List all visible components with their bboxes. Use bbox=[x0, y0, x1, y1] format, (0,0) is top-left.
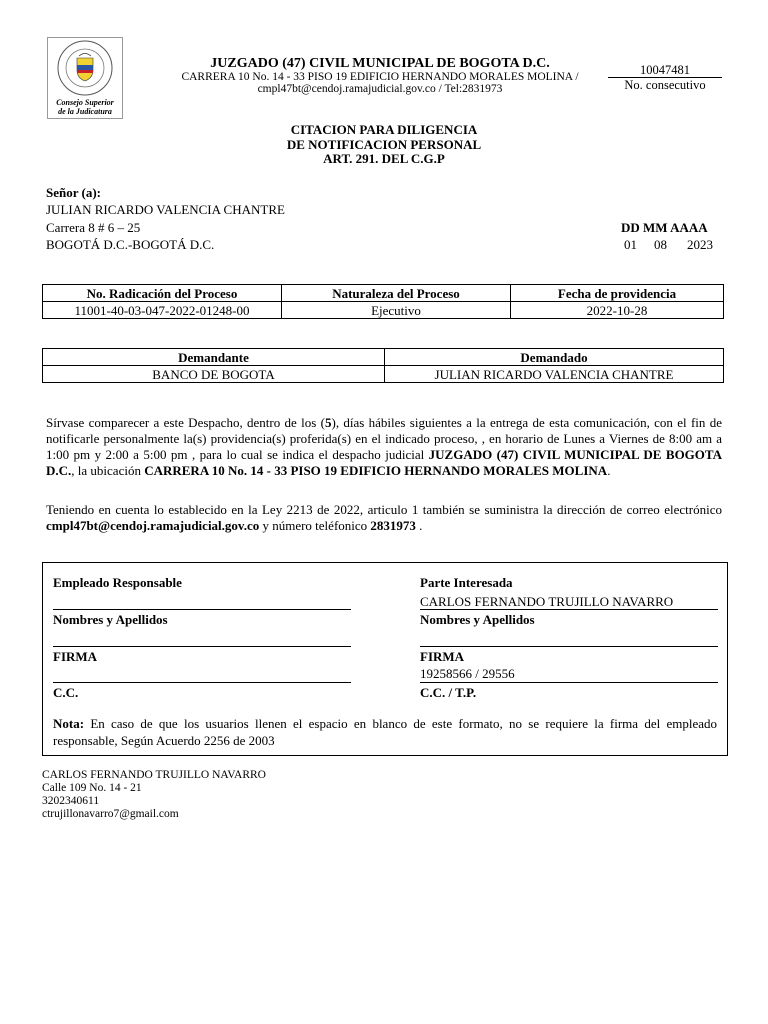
table-header-row bbox=[43, 349, 724, 366]
logo-caption: Consejo Superior de la Judicatura bbox=[56, 98, 114, 116]
table-cell: Ejecutivo bbox=[282, 302, 511, 319]
recipient-name: JULIAN RICARDO VALENCIA CHANTRE bbox=[46, 202, 285, 217]
note: Nota: En caso de que los usuarios llenen el espacio en blanco de este formato, no se requiere la firma del empleado responsable, Según Acuerdo 2256 de 2003 bbox=[53, 716, 717, 748]
footer-email: ctrujillonavarro7@gmail.com bbox=[42, 808, 179, 820]
party-name-value: CARLOS FERNANDO TRUJILLO NAVARRO bbox=[420, 594, 674, 609]
doc-title-line2: DE NOTIFICACION PERSONAL bbox=[286, 137, 482, 152]
signature-line bbox=[53, 646, 351, 647]
party-id-label: C.C. / T.P. bbox=[420, 685, 477, 700]
signature-line bbox=[53, 682, 351, 683]
signature-box bbox=[42, 562, 728, 756]
consecutive-label: No. consecutivo bbox=[624, 78, 706, 92]
employee-id-label: C.C. bbox=[53, 685, 79, 700]
footer-phone: 3202340611 bbox=[42, 795, 100, 807]
party-names-label: Nombres y Apellidos bbox=[420, 612, 535, 627]
signature-line bbox=[420, 682, 718, 683]
date-day: 01 bbox=[624, 237, 637, 252]
table-cell: BANCO DE BOGOTA bbox=[43, 366, 385, 383]
doc-title-line3: ART. 291. DEL C.G.P bbox=[323, 151, 445, 166]
table-cell: 2022-10-28 bbox=[511, 302, 724, 319]
date-month: 08 bbox=[654, 237, 667, 252]
signature-line bbox=[420, 646, 718, 647]
process-table bbox=[42, 284, 724, 319]
court-contact: cmpl47bt@cendoj.ramajudicial.gov.co / Tel:2831973 bbox=[257, 83, 503, 95]
table-header-cell: Demandado bbox=[385, 349, 724, 366]
employee-title: Empleado Responsable bbox=[53, 575, 182, 590]
recipient-city: BOGOTÁ D.C.-BOGOTÁ D.C. bbox=[46, 237, 215, 252]
body-paragraph-2: Teniendo en cuenta lo establecido en la Ley 2213 de 2022, articulo 1 también se suministra la dirección de correo electrónico cmpl47bt@cendoj.ramajudicial.gov.co y número teléfonico 2831973 . bbox=[46, 502, 722, 533]
date-year: 2023 bbox=[687, 237, 713, 252]
signature-line bbox=[420, 609, 718, 610]
court-name: JUZGADO (47) CIVIL MUNICIPAL DE BOGOTA D.C. bbox=[210, 56, 550, 71]
footer-name: CARLOS FERNANDO TRUJILLO NAVARRO bbox=[42, 769, 266, 781]
signature-line bbox=[53, 609, 351, 610]
table-header-row bbox=[43, 285, 724, 302]
party-title: Parte Interesada bbox=[420, 575, 513, 590]
table-cell: JULIAN RICARDO VALENCIA CHANTRE bbox=[385, 366, 724, 383]
table-header-cell: Demandante bbox=[43, 349, 385, 366]
judicature-logo bbox=[47, 37, 123, 119]
table-row bbox=[43, 302, 724, 319]
table-cell: 11001-40-03-047-2022-01248-00 bbox=[43, 302, 282, 319]
coat-of-arms-icon bbox=[48, 38, 122, 100]
table-header-cell: No. Radicación del Proceso bbox=[43, 285, 282, 302]
parties-table bbox=[42, 348, 724, 383]
party-sign-label: FIRMA bbox=[420, 649, 465, 664]
date-label: DD MM AAAA bbox=[621, 220, 708, 235]
court-address: CARRERA 10 No. 14 - 33 PISO 19 EDIFICIO HERNANDO MORALES MOLINA / bbox=[181, 71, 579, 83]
doc-title-line1: CITACION PARA DILIGENCIA bbox=[290, 122, 478, 137]
table-header-cell: Naturaleza del Proceso bbox=[282, 285, 511, 302]
table-header-cell: Fecha de providencia bbox=[511, 285, 724, 302]
salutation: Señor (a): bbox=[46, 185, 102, 200]
body-paragraph-1: Sírvase comparecer a este Despacho, dentro de los (5), días hábiles siguientes a la entrega de esta comunicación, con el fin de notificarle personalmente la(s) providencia(s) proferida(s) en el indicado proceso, , en horario de Lunes a Viernes de 8:00 am a 1:00 pm y 2:00 a 5:00 pm , para lo cual se indica el despacho judicial JUZGADO (47) CIVIL MUNICIPAL DE BOGOTA D.C., la ubicación CARRERA 10 No. 14 - 33 PISO 19 EDIFICIO HERNANDO MORALES MOLINA. bbox=[46, 415, 722, 478]
recipient-address: Carrera 8 # 6 – 25 bbox=[46, 220, 141, 235]
party-id-value: 19258566 / 29556 bbox=[420, 666, 515, 681]
table-row bbox=[43, 366, 724, 383]
consecutive-number: 10047481 bbox=[640, 63, 690, 77]
employee-sign-label: FIRMA bbox=[53, 649, 98, 664]
employee-names-label: Nombres y Apellidos bbox=[53, 612, 168, 627]
footer-address: Calle 109 No. 14 - 21 bbox=[42, 782, 142, 794]
